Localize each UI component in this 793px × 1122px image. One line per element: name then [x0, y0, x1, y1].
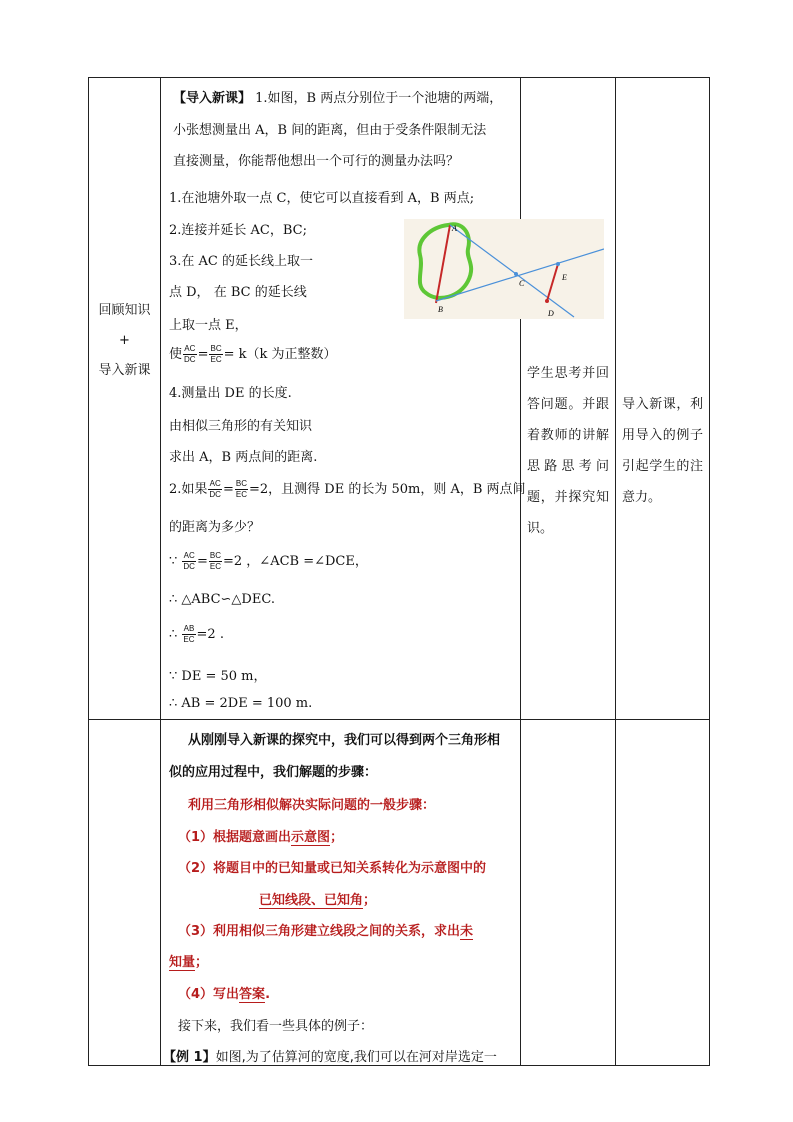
label-e: E: [562, 273, 567, 282]
step-blank: 知量: [169, 951, 195, 971]
fraction-denominator: DC: [183, 562, 195, 571]
label-c: C: [519, 279, 525, 288]
step-3: [178, 920, 473, 940]
question-2-line: 的距离为多少？: [169, 520, 261, 535]
fraction-ac-dc: [183, 344, 197, 365]
step-text: ；: [195, 955, 209, 970]
fraction-denominator: EC: [235, 490, 247, 499]
summary-line: 似的应用过程中，我们解题的步骤：: [169, 765, 378, 780]
fraction-ab-ec: [182, 624, 195, 645]
fraction-denominator: EC: [209, 562, 221, 571]
fraction-numerator: BC: [210, 344, 222, 353]
section-label-plus: +: [119, 333, 130, 348]
fraction-ac-dc: [208, 479, 222, 500]
fraction-bc-ec: [209, 344, 222, 365]
point-c: [514, 272, 518, 276]
proof-suffix: =2 .: [196, 627, 224, 642]
student-activity-text: 学生思考并回答问题。并跟着教师的讲解思路思考问题，并探究知识。: [527, 366, 609, 536]
example-tag: 【例 1】: [163, 1050, 216, 1065]
question-suffix: =2，且测得 DE 的长为 50m，则 A，B 两点间: [249, 482, 526, 497]
method-step: 求出 A，B 两点间的距离.: [169, 450, 318, 465]
example-1: [163, 1046, 497, 1065]
steps-title: 利用三角形相似解决实际问题的一般步骤：: [188, 798, 436, 813]
example-text: 如图,为了估算河的宽度,我们可以在河对岸选定一: [215, 1050, 497, 1065]
next-line: 接下来，我们看一些具体的例子：: [178, 1019, 374, 1034]
section-label-line: 回顾知识: [98, 303, 151, 318]
fraction-ac-dc: [182, 551, 196, 572]
method-step: 3.在 AC 的延长线上取一: [169, 254, 314, 269]
step-text: （1）根据题意画出: [178, 830, 292, 845]
method-step: 点 D， 在 BC 的延长线: [169, 285, 307, 300]
table-row: [89, 720, 710, 1066]
method-step: 4.测量出 DE 的长度.: [169, 386, 292, 401]
section-label-line: 导入新课: [98, 363, 151, 378]
fraction-numerator: AC: [183, 551, 195, 560]
step-text: （3）利用相似三角形建立线段之间的关系，求出: [178, 924, 461, 939]
summary-line: 从刚刚导入新课的探究中，我们可以得到两个三角形相: [188, 733, 501, 748]
proof-line: ∴ AB = 2DE = 100 m.: [169, 696, 313, 711]
method-step: 2.连接并延长 AC，BC;: [169, 223, 307, 238]
intro-question-line: 1.如图，B 两点分别位于一个池塘的两端，: [251, 91, 503, 106]
proof-prefix: ∵: [169, 554, 182, 569]
empty-cell: [89, 720, 161, 1066]
label-d: D: [548, 309, 554, 318]
step-text: .: [265, 987, 271, 1002]
fraction-numerator: AC: [209, 479, 221, 488]
intro-question-line: 小张想测量出 A，B 间的距离，但由于受条件限制无法: [173, 123, 487, 138]
teaching-content-cell: [161, 78, 567, 720]
proof-suffix: =2 ，∠ACB =∠DCE，: [223, 554, 368, 569]
step-2-blank-line: [259, 889, 376, 909]
proof-line: ∵ $\frac{AC}{DC}$ = $\frac{BC}{EC}$ =2 ，∠ACB =∠DCE，: [169, 551, 368, 571]
ratio-suffix: = k（k 为正整数）: [223, 347, 337, 362]
lesson-table: [88, 77, 710, 1066]
method-step: 上取一点 E，: [169, 318, 248, 333]
proof-line: ∵ DE = 50 m，: [169, 669, 267, 684]
step-blank: 示意图: [291, 826, 330, 846]
fraction-bc-ec: [235, 479, 248, 500]
step-3-line: [169, 951, 208, 971]
step-blank: 未: [460, 920, 473, 940]
proof-line: ∴ △ABC∽△DEC.: [169, 592, 275, 607]
step-blank: 答案: [239, 983, 265, 1003]
proof-prefix: ∴: [169, 627, 182, 642]
fraction-bc-ec: [209, 551, 222, 572]
fraction-denominator: DC: [184, 355, 196, 364]
proof-line: [169, 624, 224, 645]
method-step: 由相似三角形的有关知识: [169, 419, 313, 434]
step-text: ；: [363, 893, 377, 908]
intro-question-line: 直接测量，你能帮他想出一个可行的测量办法吗？: [173, 154, 460, 169]
section-label-cell: [89, 78, 161, 720]
student-activity-cell: [521, 78, 616, 720]
table-row: [89, 78, 710, 720]
method-step: 1.在池塘外取一点 C，使它可以直接看到 A，B 两点;: [169, 191, 475, 206]
step-2: （2）将题目中的已知量或已知关系转化为示意图中的: [178, 861, 487, 876]
ratio-prefix: 使: [169, 347, 183, 362]
step-1: [178, 826, 343, 846]
ratio-condition: 使 $\frac{AC}{DC}$ = $\frac{BC}{EC}$ = k（k 为正整数）: [169, 344, 337, 364]
fraction-denominator: EC: [210, 355, 222, 364]
design-intent-cell: [616, 78, 710, 720]
teaching-content-cell: [161, 720, 521, 1066]
step-4: [178, 983, 270, 1003]
step-text: （4）写出: [178, 987, 240, 1002]
fraction-denominator: EC: [183, 635, 195, 644]
step-blank: 已知线段、已知角: [259, 889, 363, 909]
empty-cell: [616, 720, 710, 1066]
intro-tag: 【导入新课】: [173, 91, 252, 106]
fraction-denominator: DC: [209, 490, 221, 499]
fraction-numerator: BC: [209, 551, 221, 560]
fraction-numerator: AC: [184, 344, 196, 353]
step-text: ；: [330, 830, 344, 845]
label-a: A: [452, 224, 457, 233]
fraction-numerator: AB: [183, 624, 195, 633]
question-prefix: 2.如果: [169, 482, 208, 497]
design-intent-text: 导入新课，利用导入的例子引起学生的注意力。: [622, 397, 703, 505]
label-b: B: [438, 305, 443, 314]
empty-cell: [521, 720, 616, 1066]
question-2: 2.如果 $\frac{AC}{DC}$ = $\frac{BC}{EC}$ =2，且测得 DE 的长为 50m，则 A，B 两点间: [169, 479, 526, 499]
fraction-numerator: BC: [235, 479, 247, 488]
